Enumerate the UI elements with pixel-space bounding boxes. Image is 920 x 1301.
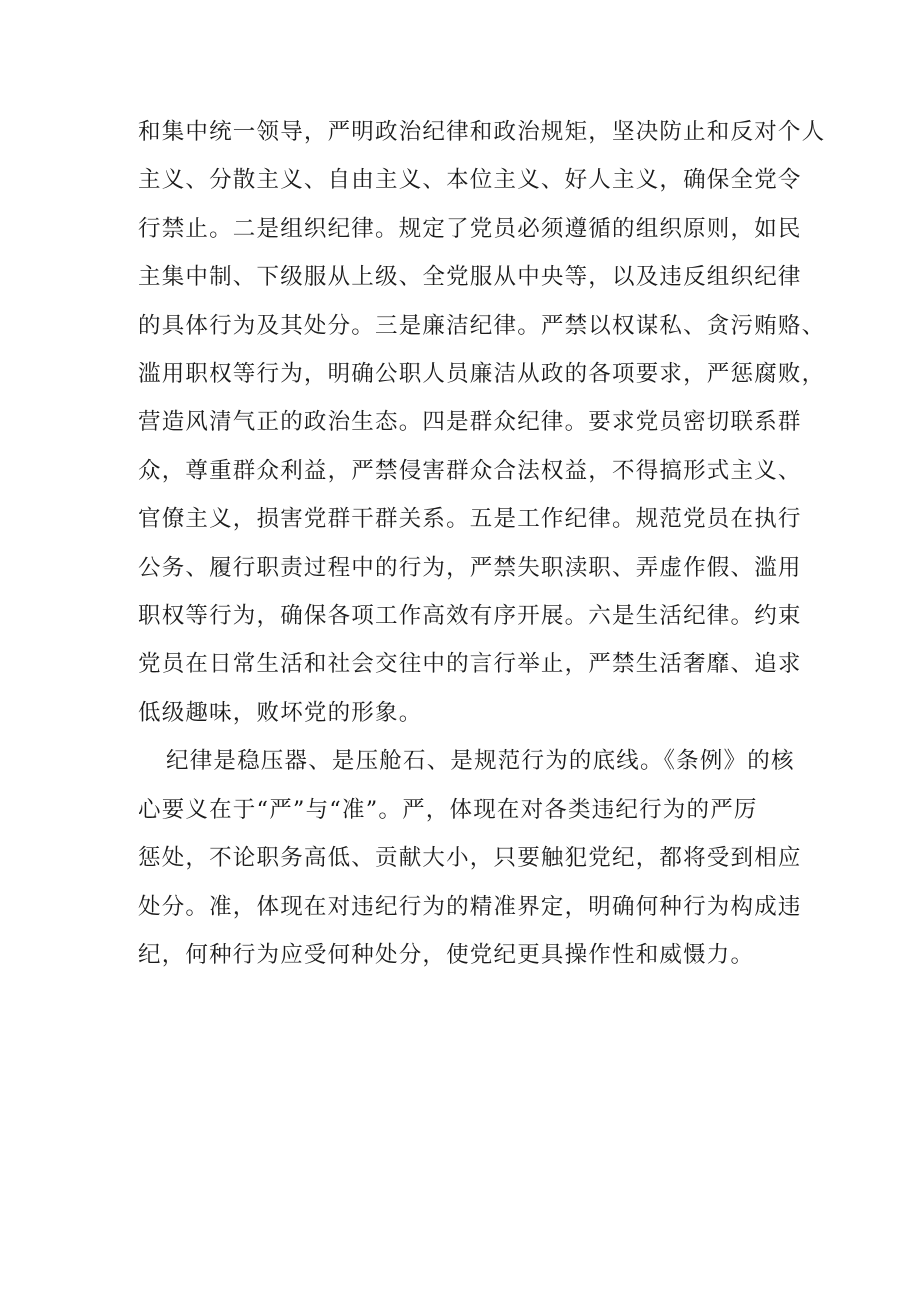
paragraph-1	[138, 108, 826, 737]
text-line: 心要义在于“严”与“准”。严，体现在对各类违纪行为的严厉	[138, 796, 758, 823]
text-line: 惩处，不论职务高低、贡献大小，只要触犯党纪，都将受到相应	[138, 845, 802, 872]
text-line: 公务、履行职责过程中的行为，严禁失职渎职、弄虚作假、滥用	[138, 554, 802, 581]
text-line: 主集中制、下级服从上级、全党服从中央等，以及违反组织纪律	[138, 264, 802, 291]
text-line: 主义、分散主义、自由主义、本位主义、好人主义，确保全党令	[138, 167, 802, 194]
text-line: 的具体行为及其处分。三是廉洁纪律。严禁以权谋私、贪污贿赂、	[138, 312, 826, 339]
text-line: 党员在日常生活和社会交往中的言行举止，严禁生活奢靡、追求	[138, 651, 802, 678]
text-line: 处分。准，体现在对违纪行为的精准界定，明确何种行为构成违	[138, 893, 802, 920]
text-line: 职权等行为，确保各项工作高效有序开展。六是生活纪律。约束	[138, 603, 802, 630]
text-line: 滥用职权等行为，明确公职人员廉洁从政的各项要求，严惩腐败，	[138, 361, 826, 388]
text-line: 纪律是稳压器、是压舱石、是规范行为的底线。《条例》的核	[166, 748, 795, 775]
document-body	[138, 108, 826, 979]
text-line: 和集中统一领导，严明政治纪律和政治规矩，坚决防止和反对个人	[138, 119, 826, 145]
text-line: 众，尊重群众利益，严禁侵害群众合法权益，不得搞形式主义、	[138, 457, 802, 484]
text-line: 低级趣味，败坏党的形象。	[138, 699, 423, 726]
paragraph-2	[138, 737, 802, 979]
text-line: 行禁止。二是组织纪律。规定了党员必须遵循的组织原则，如民	[138, 215, 802, 242]
text-line: 纪，何种行为应受何种处分，使党纪更具操作性和威慑力。	[138, 941, 755, 968]
text-line: 官僚主义，损害党群干群关系。五是工作纪律。规范党员在执行	[138, 506, 802, 533]
text-line: 营造风清气正的政治生态。四是群众纪律。要求党员密切联系群	[138, 409, 802, 436]
